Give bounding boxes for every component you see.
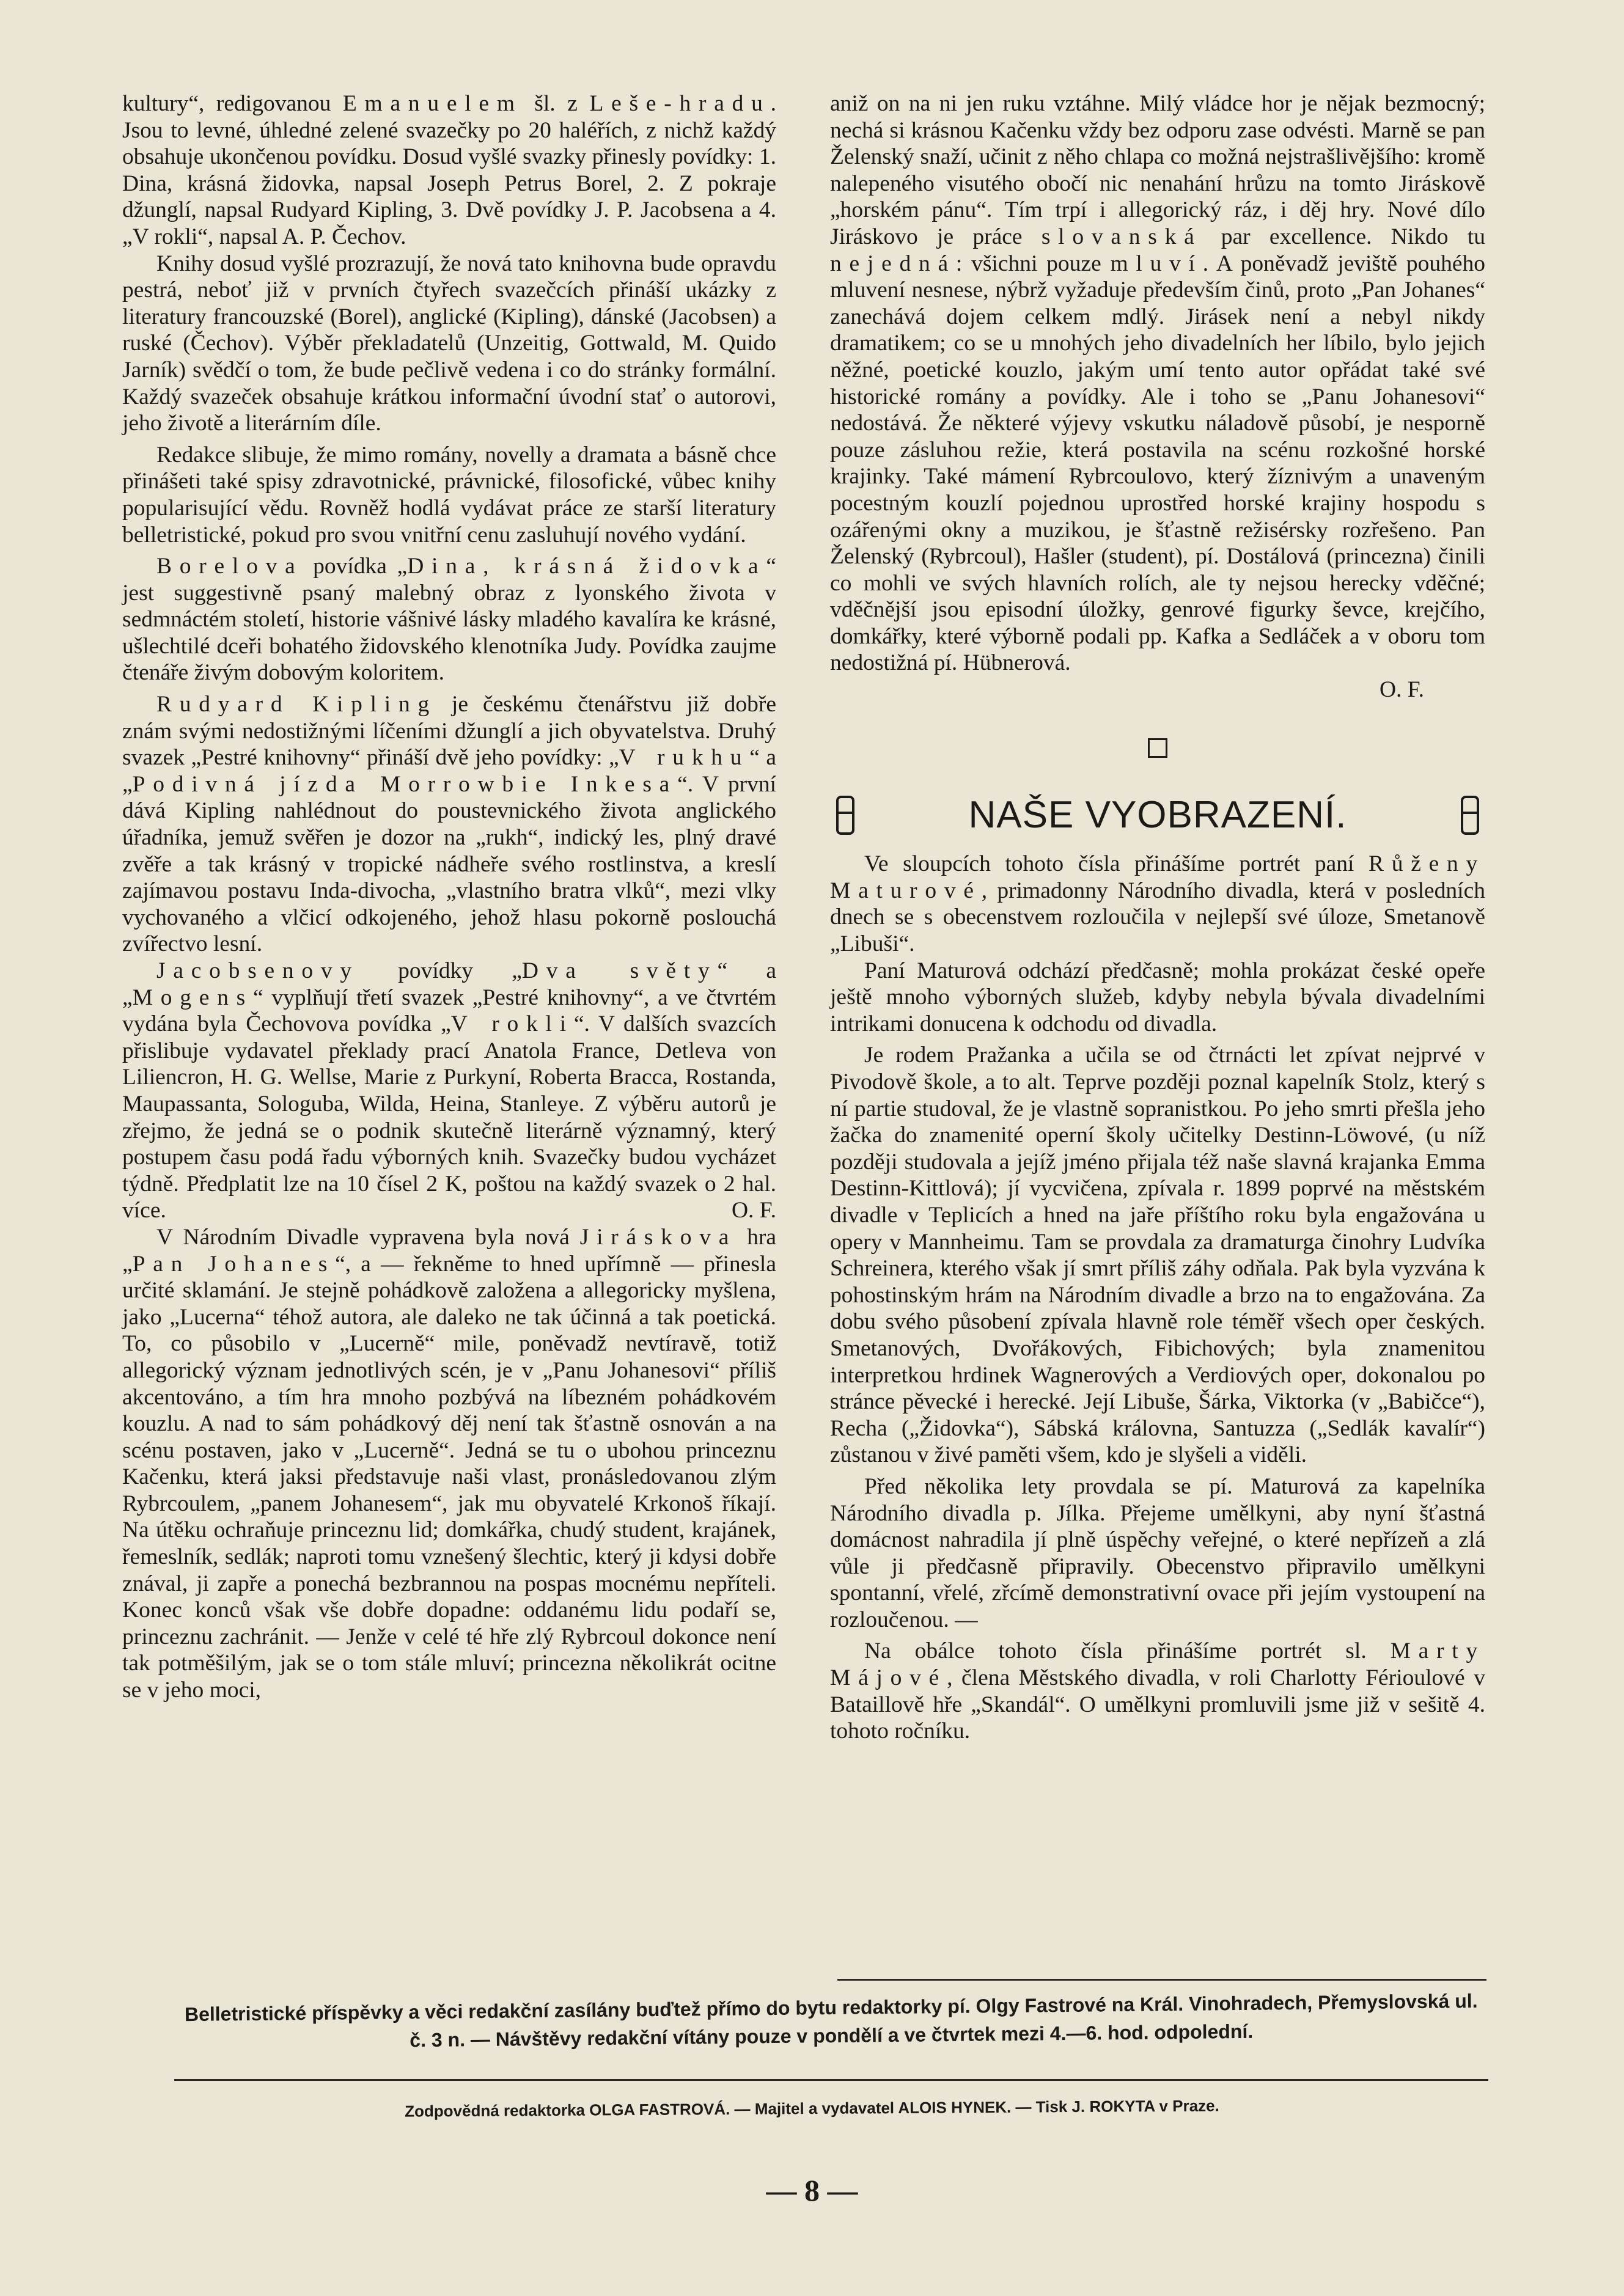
left-column <box>122 90 776 1704</box>
paragraph-jacobsen: Jacobsenovy povídky „Dva světy“ a „Mogens“ vyplňují třetí svazek „Pestré knihovny“, a ve čtvrtém vydána byla Čechovova povídka „V rokli“. V dalších svazcích přislibuje vydavatel překlady prací Anatola France, Detleva von Liliencron, H. G. Wellse, Marie z Purkyní, Roberta Bracca, Rostanda, Maupassanta, Sologuba, Wilda, Heina, Stanleye. Z výběru autorů je zřejmo, že jedná se o podnik skutečně literárně významný, který postupem času podá řadu výborných knih. Svazečky budou vycházet týdně. Předplatit lze na 10 čísel 2 K, poštou na každý svazek o 2 hal. více. O. F. <box>122 958 776 1223</box>
ornament-right-icon <box>1461 796 1479 835</box>
paragraph-cover-majova: Na obálce tohoto čísla přinášíme portrét sl. Marty Májové, člena Městského divadla, v roli Charlotty Férioulové v Bataillově hře „Skandál“. O umělkyni promluvili jsme již v sešitě 4. tohoto ročníku. <box>830 1638 1485 1744</box>
signature: O. F. <box>731 1198 776 1223</box>
right-column <box>830 90 1485 1745</box>
paragraph-kipling: Rudyard Kipling je českému čtenářstvu již dobře znám svými nedostižnými líčeními džunglí a jich obyvatelstva. Druhý svazek „Pestré knihovny“ přináší dvě jeho povídky: „V rukhu“ a „Podivná jízda Morrowbie Inkesa“. V první dává Kipling nahlédnout do poustevnického života anglického úřadníka, jemuž svěřen je dozor na „rukh“, indický les, plný dravé zvěře a tak krásný v tropické nádheře svého rostlinstva, a kreslí zajímavou postavu Inda-divocha, „vlastního bratra vlků“, mezi vlky vychovaného a vlčicí odkojeného, jehož hlasu pokorně poslouchá zvířectvo lesní. <box>122 692 776 957</box>
paragraph-pan-johanes-review: V Národním Divadle vypravena byla nová Jiráskova hra „Pan Johanes“, a — řekněme to hned upřímně — přinesla určité sklamání. Je stejně pohádkově založena a allegoricky myšlena, jako „Lucerna“ téhož autora, ale daleko ne tak účinná a tak poetická. To, co působilo v „Lucerně“ mile, poněvadž nevtíravě, totiž allegorický význam jednotlivých scén, je v „Panu Johanesovi“ příliš akcentováno, a tím hra mnoho pozbývá na líbezném pohádkovém kouzlu. A nad to sám pohádkový děj není tak šťastně osnován a na scénu postaven, jako v „Lucerně“. Jedná se tu o ubohou princeznu Kačenku, která jaksi představuje naši vlast, pronásledovanou zlým Rybrcoulem, „panem Johanesem“, jak mu obyvatelé Krkonoš říkají. Na útěku ochraňuje princeznu lid; domkářka, chudý student, krajánek, řemeslník, sedlák; naproti tomu vznešený šlechtic, který ji kdysi dobře znával, ji zapře a ponechá bezbrannou na pospas mocnému nepříteli. Konec konců však vše dobře dopadne: oddanému lidu podaří se, princeznu zachránit. — Jenže v celé té hře zlý Rybrcoul dokonce není tak potměšilým, jak se o tom stále mluví; princezna několikrát ocitne se v jeho moci, <box>122 1224 776 1703</box>
paragraph-maturova-intro: Ve sloupcích tohoto čísla přinášíme portrét paní Růženy Maturové, primadonny Národního divadla, která v posledních dnech se s obecenstvem rozloučila v nejlepší své úloze, Smetanově „Libuši“. <box>830 851 1485 957</box>
footer-rule <box>174 2079 1488 2081</box>
page-number: — 8 — <box>766 2173 858 2207</box>
section-heading <box>830 791 1485 840</box>
signature: O. F. <box>1379 677 1424 703</box>
paragraph-maturova-marriage: Před několika lety provdala se pí. Maturová za kapelníka Národního divadla p. Jílka. Přejeme umělkyni, aby nyní šťastná domácnost nahradila jí plně úspěchy veřejné, o které nepřízeň a zlá vůle ji předčasně připravily. Obecenstvo připravilo umělkyni spontanní, vřelé, zřcímě demonstrativní ovace při jejím vystoupení na rozloučenou. — <box>830 1473 1485 1632</box>
section-divider <box>830 738 1485 765</box>
paragraph-borel: Borelova povídka „Dina, krásná židovka“ jest suggestivně psaný malebný obraz z lyonského života v sedmnáctém století, historie vášnivé lásky mladého kavalíra ke krásné, ušlechtilé dceři bohatého židovského klenotníka Judy. Povídka zaujme čtenáře živým dobovým koloritem. <box>122 554 776 686</box>
editorial-notice: Belletristické příspěvky a věci redakční zasílány buďtež přímo do bytu redaktorky pí. Olgy Fastrové na Král. Vinohradech, Přemyslovská ul. č. 3 n. — Návštěvy redakční vítány pouze v pondělí a ve čtvrtek mezi 4.—6. hod. odpolední. <box>184 1989 1478 2052</box>
column-end-rule <box>837 1979 1486 1981</box>
paragraph-knihy-dosud: Knihy dosud vyšlé prozrazují, že nová tato knihovna bude opravdu pestrá, neboť již v prvních čtyřech svazečcích přináší ukázky z literatury francouzské (Borel), anglické (Kipling), dánské (Jacobsen) a ruské (Čechov). Výběr překladatelů (Unzeitig, Gottwald, M. Quido Jarník) svědčí o tom, že bude pečlivě vedena i co do stránky formální. Každý svazeček obsahuje krátkou informační úvodní stať o autorovi, jeho životě a literárním díle. <box>122 251 776 436</box>
paragraph-pan-johanes-continued: aniž on na ni jen ruku vztáhne. Milý vládce hor je nějak bezmocný; nechá si krásnou Kačenku vždy bez odporu zase odvésti. Marně se pan Želenský snaží, učinit z něho chlapa co možná nejstrašlivějšího: kromě nalepeného visutého obočí nic nenahání hrůzu na tomto Jiráskově „horském pánu“. Tím trpí i allegorický ráz, i děj hry. Nové dílo Jiráskovo je práce slovanská par excellence. Nikdo tu nejedná: všichni pouze mluví. A poněvadž jeviště pouhého mluvení nesnese, nýbrž vyžaduje především činů, proto „Pan Johanes“ zanechává dojem celkem mdlý. Jirásek není a nebyl nikdy dramatikem; co se u mnohých jeho divadelních her líbilo, bylo jejich něžné, poetické kouzlo, jakým umí tento autor opřádat také své historické romány a povídky. Ale i toho se „Panu Johanesovi“ nedostává. Že některé výjevy vskutku náladově působí, je nesporně pouze zásluhou režie, která postavila na scénu rozkošné horské krajinky. Také mámení Rybrcoulovo, který žíznivým a unaveným pocestným kouzlí pojednou uprostřed horské krajiny hospodu s ozářenými okny a muzikou, je šťastně režisérsky rozřešeno. Pan Želenský (Rybrcoul), Hašler (student), pí. Dostálová (princezna) činili co mohli ve svých hlavních rolích, ale ty nejsou herecky vděčné; vděčnější jsou episodní úložky, genrové figurky ševce, krejčího, domkářky, které výborně podali pp. Kafka a Sedláček a v oboru tom nedostižná pí. Hübnerová. <box>830 91 1485 676</box>
paragraph-redakce-slibuje: Redakce slibuje, že mimo romány, novelly a dramata a básně chce přinášeti také spisy zdravotnické, právnické, filosofické, vůbec knihy popularisující vědu. Rovněž hodlá vydávat práce ze starší literatury belletristické, pokud pro svou vnitřní cenu zasluhují nového vydání. <box>122 442 776 548</box>
paragraph-maturova-odchazi: Paní Maturová odchází předčasně; mohla prokázat české opeře ještě mnoho výborných služeb, kdyby nebyla bývala divadelními intrikami donucena k odchodu od divadla. <box>830 958 1485 1036</box>
paragraph-maturova-biography: Je rodem Pražanka a učila se od čtrnácti let zpívat nejprvé v Pivodově škole, a to alt. Teprve později poznal kapelník Stolz, který s ní partie studoval, že je vlastně sopranistkou. Po jeho smrti přešla jeho žačka do znamenité operní školy učitelky Destinn-Löwové, (u níž později studovala a jejíž jméno přijala též naše slavná krajanka Emma Destinn-Kittlová); jí vycvičena, zpívala r. 1899 poprvé na městském divadle v Teplicích a hned na jaře příštího roku byla engažována u opery v Mannheimu. Tam se provdala za dramaturga činohry Ludvíka Schreinera, kterého však jí smrt příliš záhy odňala. Pak byla vyzvána k pohostinským hrám na Národním divadle a brzo na to engažována. Za dobu svého působení zpívala hlavně role téměř všech oper českých. Smetanových, Dvořákových, Fibichových; byla znamenitou interpretkou hrdinek Wagnerových a Verdiových oper, dokonalou po stránce pěvecké i herecké. Její Libuše, Šárka, Viktorka (v „Babičce“), Recha („Židovka“), Sábská královna, Santuzza („Sedlák kavalír“) zůstanou v živé paměti všem, kdo je slyšeli a viděli. <box>830 1043 1485 1468</box>
ornament-left-icon <box>836 796 854 835</box>
square-ornament-icon <box>1148 738 1167 758</box>
paragraph-pestra-knihovna-intro: kultury“, redigovanou Emanuelem šl. z Leše-hradu. Jsou to levné, úhledné zelené svazečky po 20 haléřích, z nichž každý obsahuje ukončenou povídku. Dosud vyšlé svazky přinesly povídky: 1. Dina, krásná židovka, napsal Joseph Petrus Borel, 2. Z pokraje džunglí, napsal Rudyard Kipling, 3. Dvě povídky J. P. Jacobsena a 4. „V rokli“, napsal A. P. Čechov. <box>122 91 776 249</box>
imprint-line: Zodpovědná redaktorka OLGA FASTROVÁ. — Majitel a vydavatel ALOIS HYNEK. — Tisk J. ROKYTA v Praze. <box>405 2096 1219 2121</box>
heading-title: NAŠE VYOBRAZENÍ. <box>968 794 1347 837</box>
